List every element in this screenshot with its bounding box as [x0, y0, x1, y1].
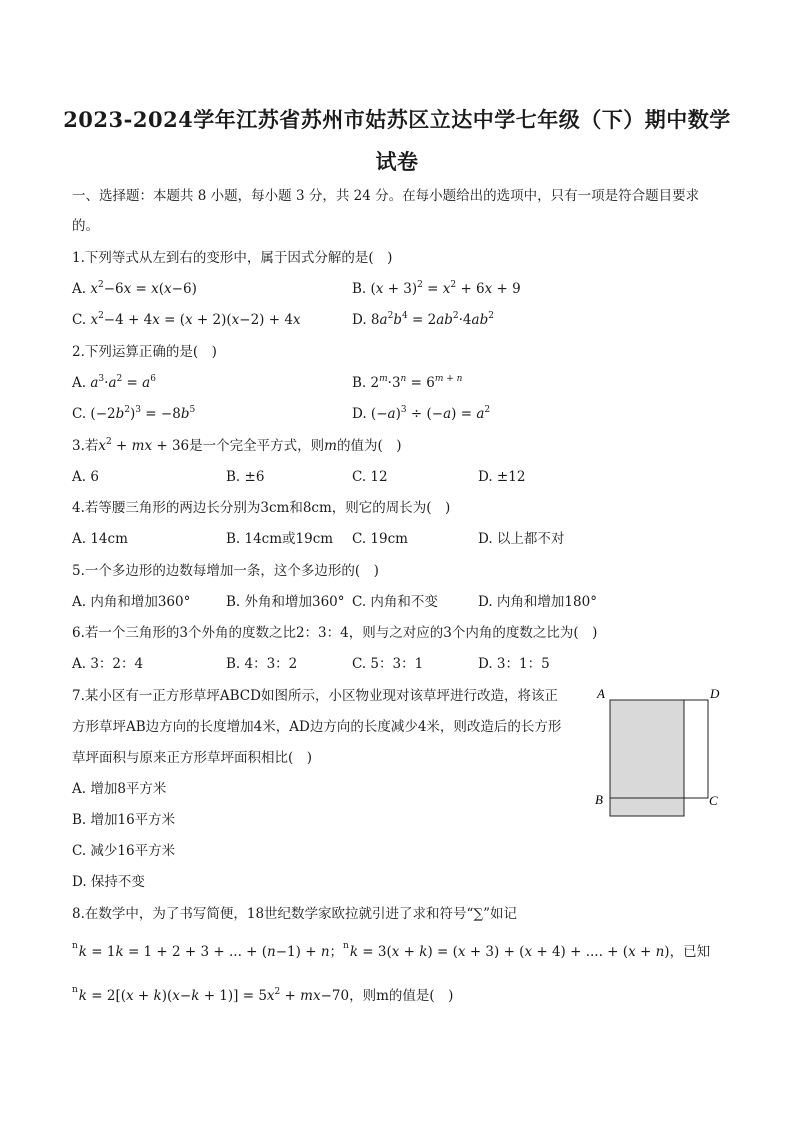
q1-option-a: A. $x^2-6x = x(x-6)$ — [72, 280, 197, 297]
q8-stem-line3: $^nk = 2[(x + k)(x-k + 1)] = 5x^2 + mx-70$，则m的值是( ) — [72, 985, 454, 1004]
q2-option-b: B. $2^m\cdot 3^n = 6^{m + n}$ — [352, 374, 463, 391]
q6-option-d: D. 3：1：5 — [478, 656, 550, 672]
q4-option-c: C. 19cm — [352, 531, 408, 547]
q5-option-b: B. 外角和增加360° — [226, 594, 345, 610]
q4-option-d: D. 以上都不对 — [478, 531, 565, 547]
q8-stem-line2: $^n$k = 1k = 1 + 2 + 3 + ... + (n−1) + n；$^n$k = 3(x + k) = (x + 3) + (x + 4) + .... + (x + n)，已知 — [72, 941, 711, 960]
q2-option-c: C. $(-2b^2)^3 = -8b^5$ — [72, 405, 196, 422]
q3-option-a: A. 6 — [72, 469, 99, 485]
q6-stem: 6.若一个三角形的3个外角的度数之比2：3：4，则与之对应的3个内角的度数之比为( ) — [72, 625, 598, 641]
q7-square-figure — [592, 684, 728, 826]
q4-option-b: B. 14cm或19cm — [226, 531, 334, 547]
q6-option-a: A. 3：2：4 — [72, 656, 144, 672]
exam-title-line2: 试卷 — [375, 149, 419, 174]
q3-option-c: C. 12 — [352, 469, 388, 485]
q5-option-a: A. 内角和增加360° — [72, 594, 191, 610]
section-instructions-line2: 的。 — [72, 218, 99, 234]
figure-label-c: C — [709, 793, 718, 808]
q5-option-d: D. 内角和增加180° — [478, 594, 597, 610]
q2-option-a: A. $a^3\cdot a^2 = a^6$ — [72, 374, 156, 391]
q5-option-c: C. 内角和不变 — [352, 594, 438, 610]
q2-option-d: D. $(-a)^3 \div (-a) = a^2$ — [352, 405, 491, 422]
figure-shaded-region — [610, 700, 684, 816]
q7-option-c: C. 减少16平方米 — [72, 843, 176, 859]
q5-stem: 5.一个多边形的边数每增加一条，这个多边形的( ) — [72, 563, 379, 579]
q8-stem-line1: 8.在数学中，为了书写简便，18世纪数学家欧拉就引进了求和符号“∑”如记 — [72, 906, 517, 922]
q7-stem-line3: 草坪面积与原来正方形草坪面积相比( ) — [72, 750, 313, 766]
q2-stem: 2.下列运算正确的是( ) — [72, 344, 217, 360]
q7-option-d: D. 保持不变 — [72, 874, 145, 890]
section-instructions-line1: 一、选择题：本题共 8 小题，每小题 3 分，共 24 分。在每小题给出的选项中，只有一项是符合题目要求 — [72, 188, 700, 204]
q1-option-b: B. $(x + 3)^2 = x^2 + 6x + 9$ — [352, 280, 521, 297]
q6-option-c: C. 5：3：1 — [352, 656, 424, 672]
q1-option-d: D. $8a^2b^4 = 2ab^2\cdot 4ab^2$ — [352, 311, 494, 328]
q1-stem: 1.下列等式从左到右的变形中，属于因式分解的是( ) — [72, 250, 393, 266]
q1-option-c: C. $x^2-4 + 4x = (x + 2)(x-2) + 4x$ — [72, 311, 301, 328]
q7-option-a: A. 增加8平方米 — [72, 781, 167, 797]
q4-option-a: A. 14cm — [72, 531, 128, 547]
q3-option-b: B. ±6 — [226, 469, 265, 485]
exam-title-line1: 2023-2024学年江苏省苏州市姑苏区立达中学七年级（下）期中数学 — [63, 107, 731, 132]
q3-option-d: D. ±12 — [478, 469, 526, 485]
q6-option-b: B. 4：3：2 — [226, 656, 298, 672]
figure-label-a: A — [597, 686, 605, 701]
figure-label-d: D — [710, 686, 720, 701]
q3-stem: 3.若$x^2$ + mx + 36是一个完全平方式，则m的值为( ) — [72, 437, 402, 454]
q7-stem-line2: 方形草坪AB边方向的长度增加4米，AD边方向的长度减少4米，则改造后的长方形 — [72, 719, 562, 735]
figure-label-b: B — [595, 792, 603, 807]
q7-option-b: B. 增加16平方米 — [72, 812, 176, 828]
q7-stem-line1: 7.某小区有一正方形草坪ABCD如图所示，小区物业现对该草坪进行改造，将该正 — [72, 688, 558, 704]
q4-stem: 4.若等腰三角形的两边长分别为3cm和8cm，则它的周长为( ) — [72, 500, 451, 516]
